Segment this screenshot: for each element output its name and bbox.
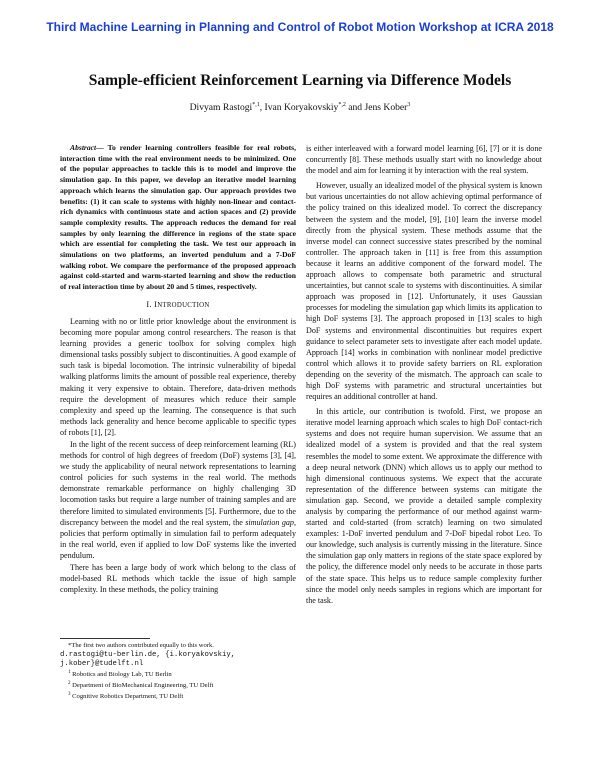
author-list [0, 102, 600, 113]
author-affiliation-mark: *,1 [252, 102, 260, 108]
footnotes [60, 638, 296, 701]
section-title-rest: NTRODUCTION [157, 301, 210, 309]
footnote-affiliation-2 [60, 680, 296, 691]
footnote-affiliation-3 [60, 691, 296, 702]
paragraph-text: In the light of the recent success of deep reinforcement learning (RL) methods for control of high degrees of freedom (DoF) systems [3], [4], we study the applicability of neural network representations to learning control policies for such systems in the real world. The methods demonstrate remarkable performance on highly challenging 3D locomotion tasks but require a large number of training samples and are therefore limited to simulated environments [5]. Furthermore, due to the discrepancy between the model and the real system, the [60, 439, 296, 527]
author-name: Divyam Rastogi [189, 102, 253, 114]
contribution-paragraph: In this article, our contribution is twofold. First, we propose an iterative model learning approach which scales to high DoF contact-rich systems and does not require human supervision. We assume that an idealized model of a system is provided and that the real system resembles the model to some extent. We approximate the difference with a deep neural network (DNN) which allows us to apply our method to high dimensional continuous systems. We expect that the accurate representation of the difference between systems can mitigate the simulation gap. Second, we provide a detailed sample complexity analysis by comparing the performance of our method against warm-started and cold-started (from scratch) learning on two simulated examples: 1-DoF inverted pendulum and 7-DoF bipedal robot Leo. To our knowledge, such analysis is currently missing in the literature. Since the simulation gap only matters in regions of the state space explored by the policy, the difference model only needs to be accurate in those parts of the state space. This helps us to reduce sample complexity further since the model only needs samples in regions which are important for the task. [306, 407, 542, 605]
footnote-text: Robotics and Biology Lab, TU Berlin [72, 671, 172, 679]
section-title-initial: I [154, 299, 158, 309]
author-affiliation-mark: 3 [407, 102, 411, 108]
right-column [306, 143, 542, 606]
intro-paragraph-3: There has been a large body of work which belong to the class of model-based RL methods which tackle the issue of high sample complexity. In these methods, the policy training [60, 563, 296, 595]
intro-paragraph-2 [60, 439, 296, 561]
continued-paragraph: is either interleaved with a forward model learning [6], [7] or it is done concurrently [8]. These methods usually start with no knowledge about the model and aim for learning it by interaction with the real system. [306, 144, 542, 176]
section-numeral: I. [146, 299, 155, 309]
abstract-text: — To render learning controllers feasible for real robots, interaction time with the real environment needs to be minimized. One of the popular approaches to tackle this is to model and improve the simulation gap. In this paper, we develop an iterative model learning approach which learns the simulation gap. Our approach provides two benefits: (1) it can scale to systems with highly non-linear and contact-rich dynamics with continuous state and action spaces and (2) provide sample complexity results. The approach reduces the demand for real samples by only learning the difference in regions of the state space which are essential for completing the task. We test our approach in simulations on two platforms, an inverted pendulum and a 7-DoF walking robot. We compare the performance of the proposed approach against cold-started and warm-started learning and show the reduction of real interaction time by about 20 and 5 times, respectively. [60, 143, 296, 292]
author-separator: and [345, 102, 365, 114]
section-heading-introduction [60, 299, 296, 311]
footnote-equal-contribution: *The first two authors contributed equally to this work. [68, 642, 214, 649]
author-name: Ivan Koryakovskiy [264, 102, 339, 114]
abstract-label: Abstract [70, 143, 97, 152]
author-name: Jens Kober [364, 102, 408, 114]
footnote-mark: 2 [68, 680, 71, 686]
footnote-text: Department of BioMechanical Engineering, TU Delft [72, 681, 214, 689]
author-separator: , [259, 102, 265, 114]
workshop-header: Third Machine Learning in Planning and Control of Robot Motion Workshop at ICRA 2018 [46, 20, 554, 34]
intro-paragraph-1: Learning with no or little prior knowledge about the environment is becoming more popular among control researchers. The reason is that learning provides a generic toolbox for solving complex high dimensional tasks possibly subject to discontinuities. A good example of such task is bipedal locomotion. The intrinsic vulnerability of bipedal walking platforms limits the amount of possible real experience, thereby making it very expensive to obtain. Therefore, data-driven methods require the development of measures which reduce their sample complexity and speed up the learning. The consequence is that such methods lack generality and hence become applicable to specific types of robots [1], [2]. [60, 316, 296, 437]
related-work-paragraph: However, usually an idealized model of the physical system is known but various uncertainties do not allow achieving optimal performance of the policy trained on this idealized model. To correct the discrepancy between the system and the model, [9], [10] learn the inverse model directly from the physical system. These methods assume that the inverse model can connect successive states prescribed by the nominal controller. The approach taken in [11] is free from this assumption because it learns an additive component of the forward model. The approach allows to compensate both parametric and structural uncertainties, but cannot scale to systems with discontinuities. A similar approach was proposed in [12]. Unfortunately, it uses Gaussian processes for modeling the simulation gap which limits its application to high DoF systems [3]. The approach proposed in [13] scales to high DoF systems and environmental discontinuities but requires expert guidance to select parameter sets to investigate after each model update. Approach [14] works in combination with nonlinear model predictive control which allows it to provide safety barriers on RL exploration depending on the severity of the mismatch. The approach can scale to high DoF systems with parametric and structural uncertainties but requires an additional controller at hand. [306, 181, 542, 402]
paper-title: Sample-efficient Reinforcement Learning via Difference Models [88, 72, 512, 89]
author-affiliation-mark: *,2 [338, 102, 346, 108]
footnote-affiliation-1 [60, 669, 296, 680]
footnote-emails: d.rastogi@tu-berlin.de, {i.koryakovskiy, j.kober}@tudelft.nl [60, 650, 236, 668]
footnote-mark: 1 [68, 670, 71, 675]
emphasized-term: simulation gap [245, 517, 294, 527]
abstract [60, 143, 296, 293]
footnote-rule [60, 638, 150, 639]
left-column [60, 143, 296, 595]
footnote-text: Cognitive Robotics Department, TU Delft [72, 692, 184, 700]
footnote-mark: 3 [68, 691, 71, 697]
paragraph-text: , policies that perform optimally in simulation fail to perform adequately in the real world, even if applied to low DoF systems like the inverted pendulum. [60, 517, 296, 560]
